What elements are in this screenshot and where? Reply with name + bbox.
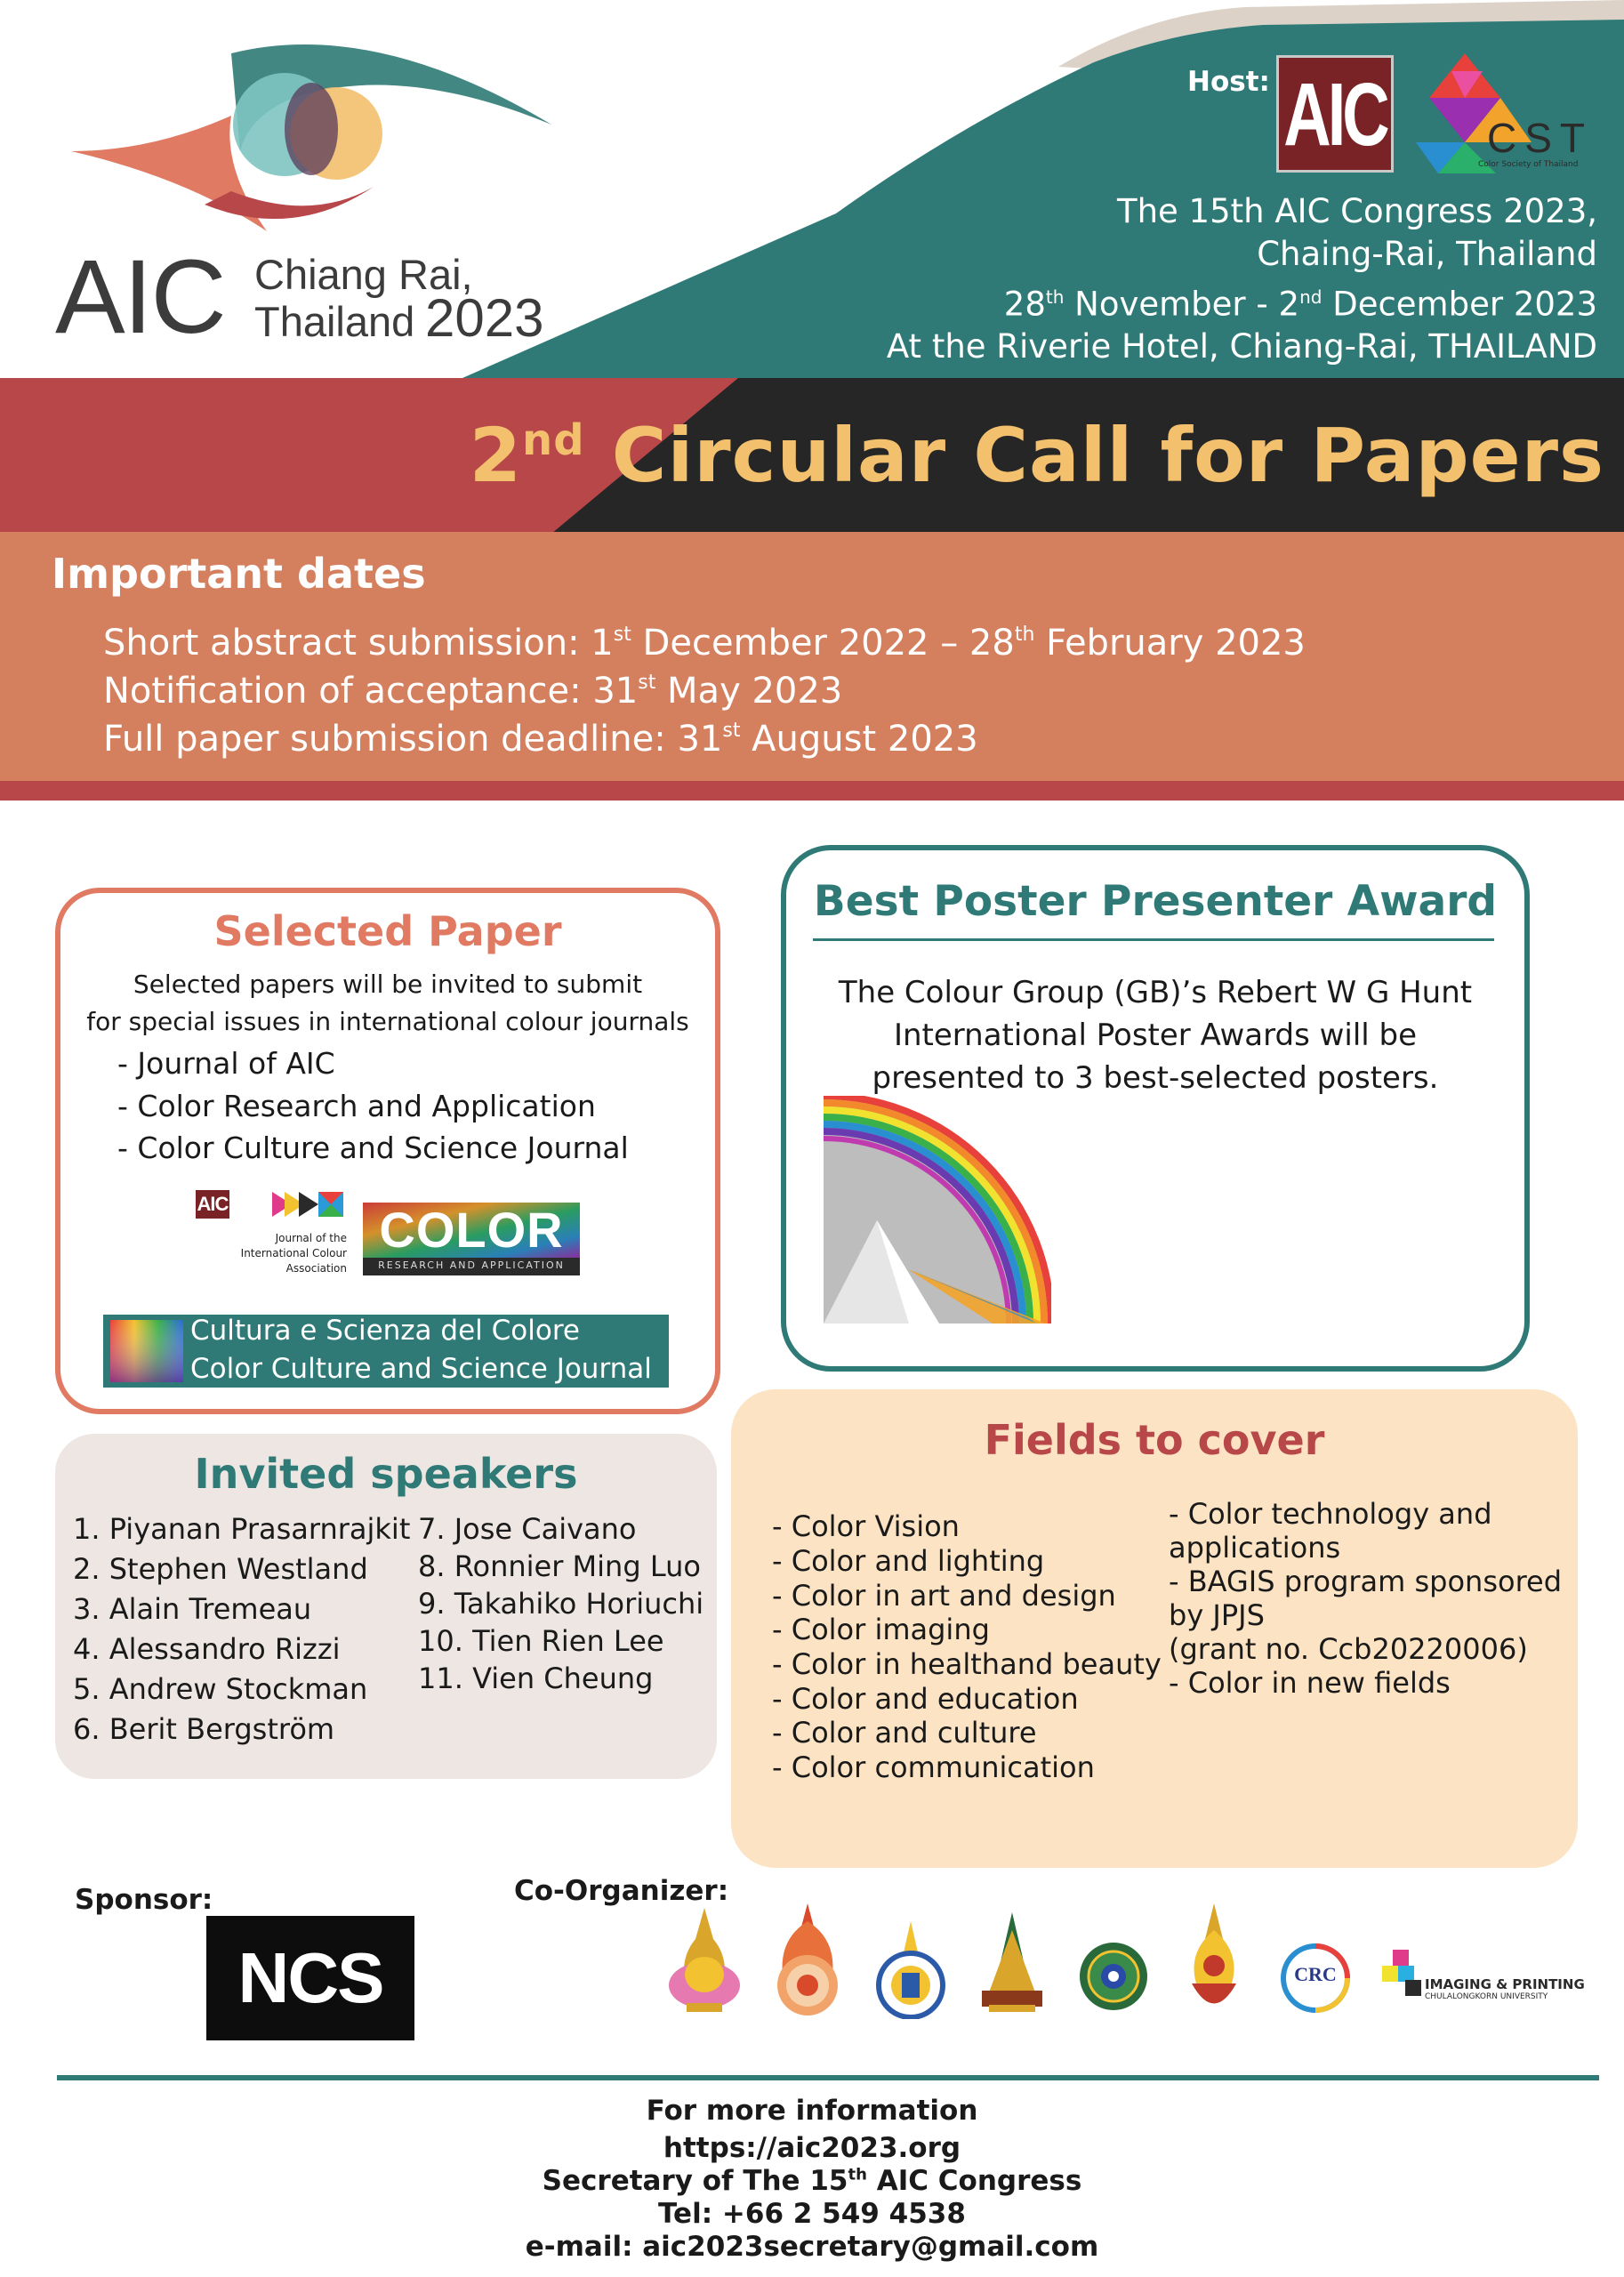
- field-item: applications: [1169, 1531, 1341, 1565]
- journal-aic-text: Journal of the International Colour Association: [240, 1232, 347, 1275]
- journal-aic-logo: AIC: [196, 1190, 229, 1219]
- imaging-printing-icon: [1382, 1950, 1421, 2003]
- poster-award-description: The Colour Group (GB)’s Rebert W G Hunt International Poster Awards will be presented to 3 best-selected posters.: [838, 975, 1473, 1096]
- host-label: Host:: [1187, 66, 1270, 98]
- host-aic-logo: AIC: [1276, 55, 1394, 173]
- speaker-item: 8. Ronnier Ming Luo: [418, 1549, 701, 1583]
- logo-year-text: 2023: [425, 288, 544, 348]
- field-item: - Color and lighting: [772, 1544, 1045, 1578]
- speaker-item: 5. Andrew Stockman: [73, 1672, 368, 1706]
- university-seal-icon: [1078, 1903, 1149, 2019]
- speaker-item: 6. Berit Bergström: [73, 1712, 335, 1746]
- imaging-printing-title: IMAGING & PRINTING: [1425, 1976, 1585, 1992]
- university-seal-icon: [1174, 1903, 1254, 2019]
- congress-details: [887, 190, 1597, 368]
- color-research-word: COLOR: [379, 1202, 564, 1258]
- speaker-item: 2. Stephen Westland: [73, 1552, 368, 1586]
- field-item: - BAGIS program sponsored: [1169, 1565, 1563, 1598]
- logo-chiang-rai-text: Chiang Rai,: [254, 251, 473, 298]
- sponsor-label: Sponsor:: [75, 1884, 213, 1916]
- field-item: by JPJS: [1169, 1598, 1265, 1632]
- crc-logo-text: CRC: [1294, 1963, 1337, 1985]
- field-item: - Color and culture: [772, 1716, 1037, 1750]
- congress-line-4: At the Riverie Hotel, Chiang-Rai, THAILAND: [886, 327, 1597, 366]
- field-item: - Color in art and design: [772, 1579, 1116, 1613]
- field-item: - Color technology and: [1169, 1497, 1492, 1531]
- university-seal-icon: [973, 1903, 1051, 2019]
- circular-title: 2nd Circular Call for Papers: [469, 412, 1604, 499]
- date-abstract-submission: Short abstract submission: 1st December 2022 – 28th February 2023: [103, 623, 1306, 664]
- journal-item: - Color Research and Application: [117, 1089, 596, 1123]
- important-dates-border: [0, 781, 1624, 801]
- coorganizer-label: Co-Organizer:: [514, 1875, 729, 1907]
- field-item: - Color Vision: [772, 1509, 960, 1543]
- cultura-line-1: Cultura e Scienza del Colore: [190, 1315, 580, 1347]
- footer-tel: Tel: +66 2 549 4538: [658, 2198, 966, 2230]
- congress-line-2: Chaing-Rai, Thailand: [1257, 235, 1597, 273]
- field-item: - Color communication: [772, 1750, 1095, 1784]
- cultura-line-2: Color Culture and Science Journal: [190, 1353, 652, 1385]
- journal-aic-color-icon: [272, 1188, 343, 1220]
- selected-paper-title: Selected Paper: [213, 907, 562, 955]
- university-seal-icon: [765, 1903, 850, 2019]
- university-seal-icon: [872, 1903, 950, 2019]
- university-seal-icon: [662, 1903, 747, 2019]
- fields-title: Fields to cover: [984, 1416, 1325, 1464]
- footer-more-info: For more information: [646, 2095, 978, 2127]
- speaker-item: 1. Piyanan Prasarnrajkit: [73, 1512, 411, 1546]
- speaker-item: 3. Alain Tremeau: [73, 1592, 312, 1626]
- color-research-subtitle: RESEARCH AND APPLICATION: [378, 1259, 565, 1271]
- field-item: - Color in healthand beauty: [772, 1647, 1162, 1681]
- journal-item: - Color Culture and Science Journal: [117, 1130, 629, 1165]
- speaker-item: 9. Takahiko Horiuchi: [418, 1587, 704, 1621]
- imaging-printing-subtitle: CHULALONGKORN UNIVERSITY: [1425, 1992, 1548, 2001]
- speaker-item: 11. Vien Cheung: [418, 1661, 654, 1695]
- footer-divider: [57, 2075, 1599, 2080]
- selected-paper-description: Selected papers will be invited to submit for special issues in international colour journals: [86, 970, 689, 1036]
- field-item: (grant no. Ccb20220006): [1169, 1632, 1528, 1666]
- congress-line-3: 28th November - 2nd December 2023: [1003, 285, 1597, 324]
- poster-award-divider: [813, 938, 1494, 941]
- aic-swirl-logo: [71, 44, 551, 231]
- host-cst-text: CST: [1487, 115, 1593, 161]
- invited-speakers-title: Invited speakers: [194, 1450, 578, 1498]
- field-item: - Color imaging: [772, 1613, 990, 1646]
- logo-aic-text: AIC: [55, 238, 225, 356]
- speaker-item: 10. Tien Rien Lee: [418, 1624, 664, 1658]
- date-notification: Notification of acceptance: 31st May 2023: [103, 671, 843, 712]
- journal-item: - Journal of AIC: [117, 1046, 335, 1081]
- logo-thailand-text: Thailand: [254, 298, 415, 345]
- cultura-color-grid-icon: [110, 1320, 183, 1382]
- footer-url[interactable]: https://aic2023.org: [663, 2132, 961, 2164]
- congress-line-1: The 15th AIC Congress 2023,: [1116, 192, 1597, 230]
- speaker-item: 4. Alessandro Rizzi: [73, 1632, 341, 1666]
- ncs-logo-text: NCS: [237, 1938, 383, 2017]
- field-item: - Color in new fields: [1169, 1666, 1451, 1700]
- field-item: - Color and education: [772, 1682, 1079, 1716]
- host-cst-subtitle: Color Society of Thailand: [1478, 160, 1579, 169]
- speaker-item: 7. Jose Caivano: [418, 1512, 637, 1546]
- footer-email[interactable]: e-mail: aic2023secretary@gmail.com: [525, 2231, 1099, 2263]
- poster-award-title: Best Poster Presenter Award: [813, 877, 1498, 926]
- date-full-paper: Full paper submission deadline: 31st August 2023: [103, 719, 978, 760]
- footer-secretary: Secretary of The 15th AIC Congress: [542, 2165, 1082, 2197]
- important-dates-heading: Important dates: [52, 550, 426, 598]
- rainbow-prism-icon: [824, 1096, 1051, 1332]
